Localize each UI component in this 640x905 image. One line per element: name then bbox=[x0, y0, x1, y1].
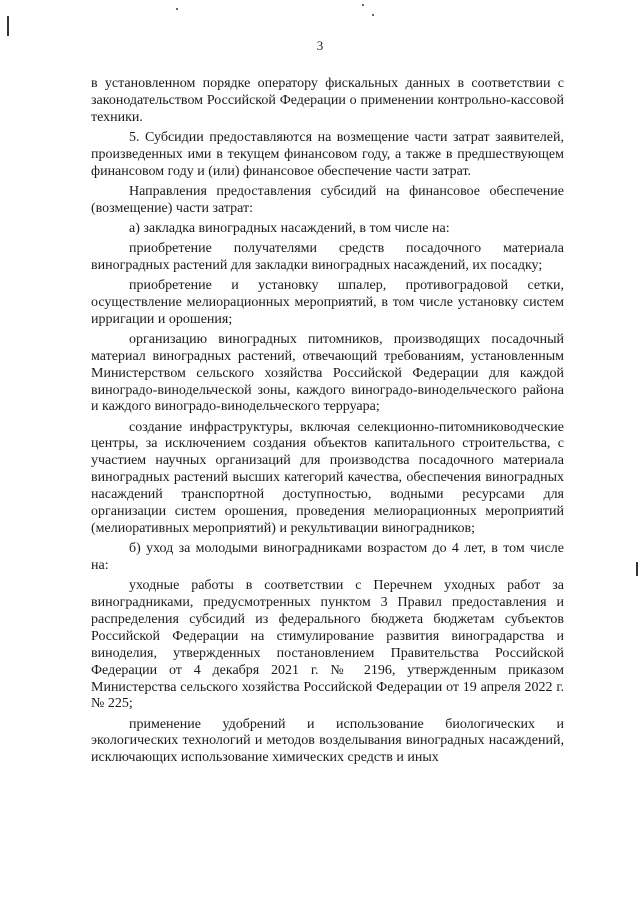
paragraph: а) закладка виноградных насаждений, в том числе на: bbox=[129, 220, 450, 236]
paragraph: б) уход за молодыми виноградниками возрастом до 4 лет, в том числе на: bbox=[91, 541, 564, 573]
page-number: 3 bbox=[316, 38, 324, 53]
paragraph: создание инфраструктуры, включая селекционно-питомниководческие центры, за исключением создания объектов капитального строительства, с участием научных организаций для производства посадочного материала виноградных растений высших категорий качества, обеспечения виноградных насаждений транспортной доступностью, водными ресурсами для организации систем орошения, проведения мелиорационных мероприятий (мелиоративных мероприятий) и рекультивации виноградников; bbox=[91, 419, 564, 536]
document-body bbox=[91, 76, 564, 770]
paragraph: в установленном порядке оператору фискальных данных в соответствии с законодательством Российской Федерации о применении контрольно-кассовой техники. bbox=[91, 76, 564, 125]
scan-dust bbox=[362, 4, 364, 6]
paragraph: организацию виноградных питомников, производящих посадочный материал виноградных растений, отвечающий требованиям, установленным Министерством сельского хозяйства Российской Федерации для каждой виноградо-винодельческой зоны, каждого виноградо-винодельческого района и каждого виноградо-винодельческого терруара; bbox=[91, 331, 564, 415]
paragraph: Направления предоставления субсидий на финансовое обеспечение (возмещение) части затрат: bbox=[91, 183, 564, 216]
paragraph: уходные работы в соответствии с Перечнем уходных работ за виноградниками, предусмотренных пунктом 3 Правил предоставления и распределения субсидий из федерального бюджета бюджетам субъектов Российской Федерации на стимулирование развития виноградарства и виноделия, утвержденных постановлением Правительства Российской Федерации от 4 декабря 2021 г. № 2196, утвержденным приказом Министерства сельского хозяйства Российской Федерации от 19 апреля 2022 г. № 225; bbox=[91, 578, 564, 712]
paragraph: применение удобрений и использование биологических и экологических технологий и методов возделывания виноградных насаждений, исключающих использование химических средств и иных bbox=[91, 716, 564, 766]
paragraph: приобретение и установку шпалер, противоградовой сетки, осуществление мелиорационных мероприятий, в том числе установку систем ирригации и орошения; bbox=[91, 277, 564, 327]
paragraph: приобретение получателями средств посадочного материала виноградных растений для закладки виноградных насаждений, их посадку; bbox=[91, 240, 564, 273]
scan-edge-mark bbox=[7, 16, 9, 36]
scan-edge-mark bbox=[636, 562, 638, 576]
paragraph: 5. Субсидии предоставляются на возмещение части затрат заявителей, произведенных ими в текущем финансовом году, а также в предшествующем финансовом году и (или) финансовое обеспечение части затрат. bbox=[91, 129, 564, 179]
scan-dust bbox=[176, 8, 178, 10]
scan-dust bbox=[372, 14, 374, 16]
